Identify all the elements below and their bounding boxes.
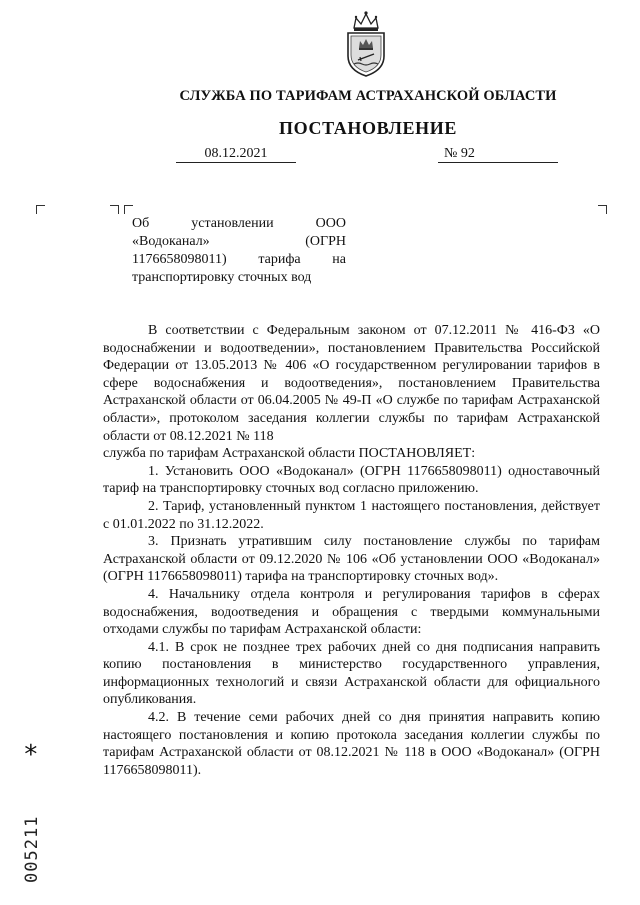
document-date: 08.12.2021 [176,145,296,163]
resolves-line: служба по тарифам Астраханской области ПОСТАНОВЛЯЕТ: [103,446,476,462]
document-body [103,322,600,779]
clause-3: 3. Признать утратившим силу постановление службы по тарифам Астраханской области от 09.12.2020 № 106 «Об установлении ООО «Водоканал» (ОГРН 1176658098011) тарифа на транспортировку сточных вод». [103,534,600,585]
coat-of-arms-emblem [344,8,388,78]
document-type-title: ПОСТАНОВЛЕНИЕ [279,118,457,138]
corner-mark-left [36,205,45,214]
corner-mark-right [598,205,607,214]
clause-4: 4. Начальнику отдела контроля и регулирования тарифов в сферах водоснабжения, водоотведения и обращения с твердыми коммунальными отходами службы по тарифам Астраханской области: [103,586,600,638]
registration-number: 005211 [22,815,42,883]
document-number: № 92 [438,145,558,163]
registration-stamp [9,740,49,883]
clause-4-2: 4.2. В течение семи рабочих дней со дня принятия направить копию настоящего постановления и копию протокола заседания коллегии службы по тарифам Астраханской области от 08.12.2021 № 118 в ООО «Водоканал» (ОГРН 1176658098011). [103,710,600,778]
corner-mark-subject-left [124,205,133,214]
organization-name: СЛУЖБА ПО ТАРИФАМ АСТРАХАНСКОЙ ОБЛАСТИ [179,88,557,104]
clause-4-1: 4.1. В срок не позднее трех рабочих дней со дня подписания направить копию постановления в министерство государственного управления, информационных технологий и связи Астраханской области для официального опубликования. [103,639,600,708]
preamble-paragraph: В соответствии с Федеральным законом от 07.12.2011 № 416-ФЗ «О водоснабжении и водоотведении», постановлением Правительства Российской Федерации от 13.05.2013 № 406 «О государственном регулировании тарифов в сфере водоснабжения и водоотведения», постановлением Правительства Астраханской области от 06.04.2005 № 49-П «О службе по тарифам Астраханской области», протоколом заседания коллегии службы по тарифам Астраханской области от 08.12.2021 № 118 [103,323,600,444]
asterisk-mark: * [23,740,39,770]
clause-2: 2. Тариф, установленный пунктом 1 настоящего постановления, действует с 01.01.2022 по 31.12.2022. [103,498,600,532]
clause-1: 1. Установить ООО «Водоканал» (ОГРН 1176658098011) одноставочный тариф на транспортировку сточных вод согласно приложению. [103,463,600,497]
document-subject: Об установлении ООО «Водоканал» (ОГРН 1176658098011) тарифа на транспортировку сточных вод [132,216,346,285]
corner-mark-subject-right [110,205,119,214]
